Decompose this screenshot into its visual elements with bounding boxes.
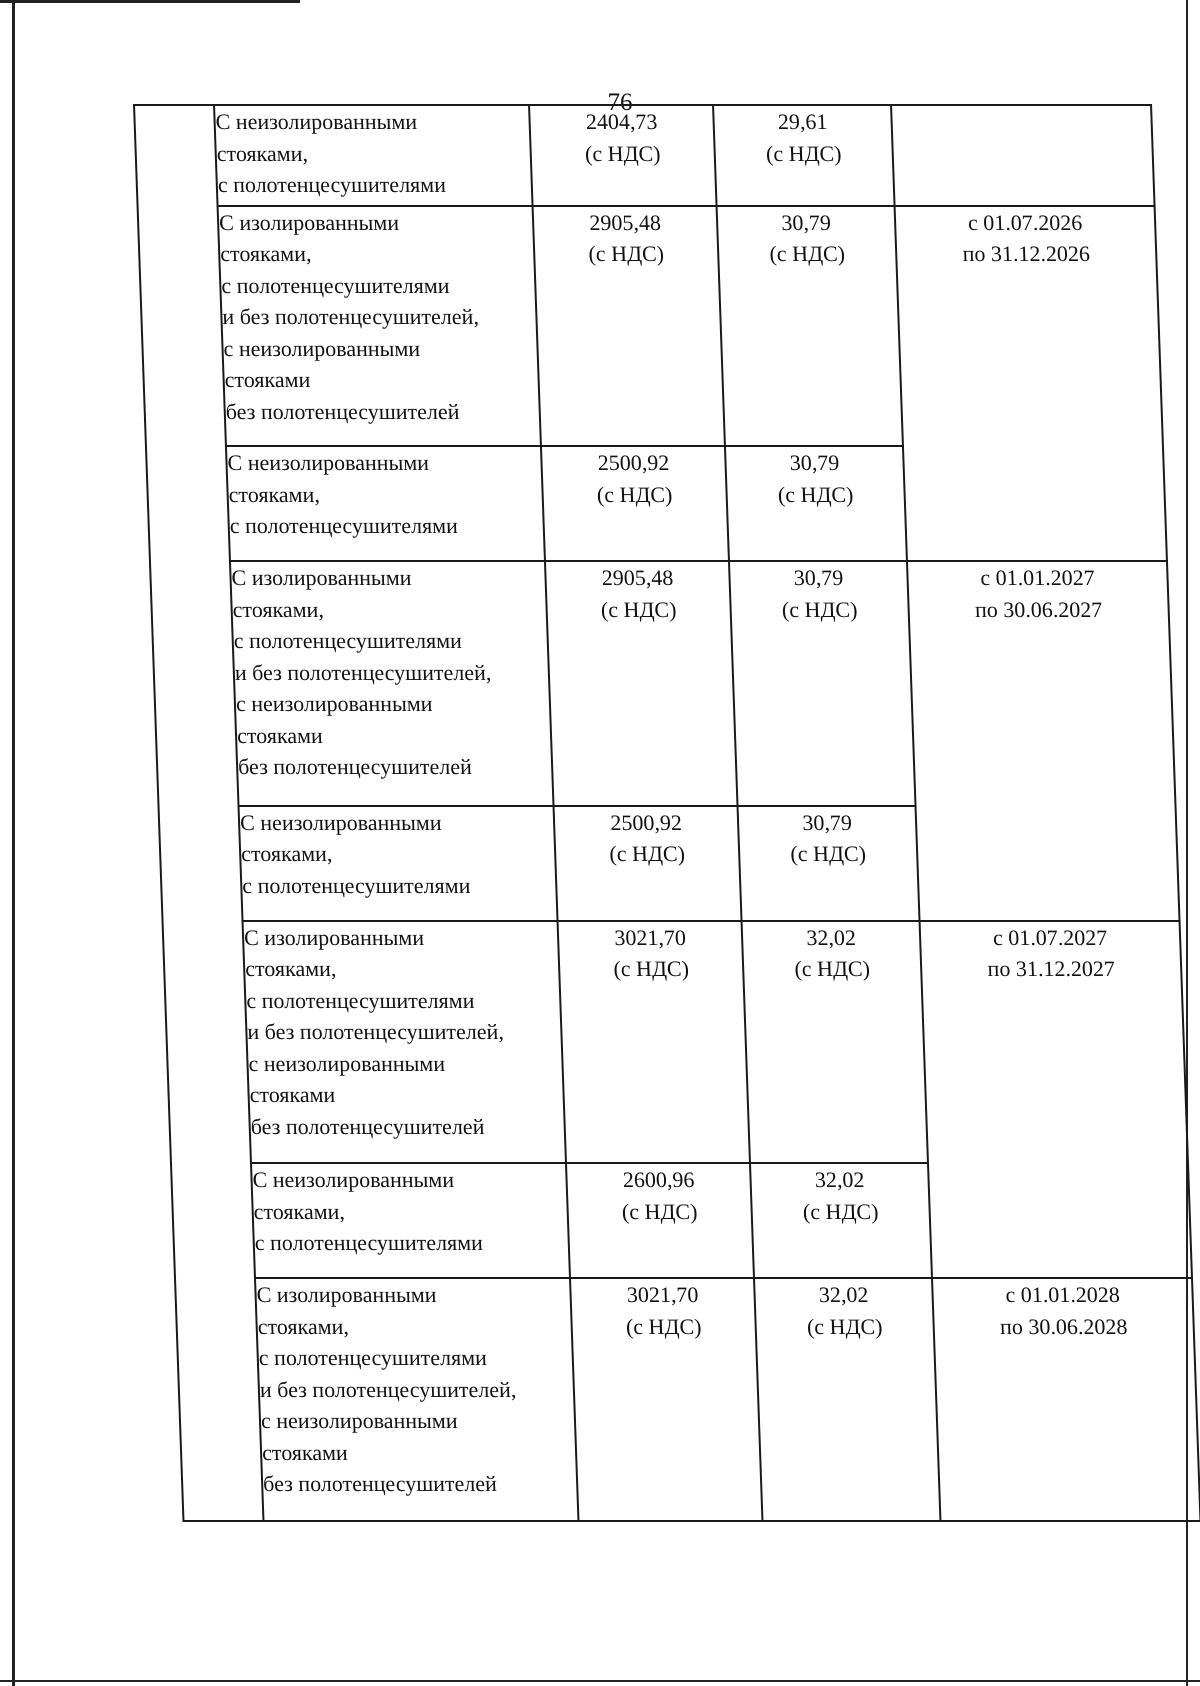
description-line: с полотенцесушителями	[233, 628, 463, 654]
norm-value-cell	[729, 561, 916, 806]
description-line: стояками,	[216, 140, 309, 166]
tariff-value-line: 2500,92	[597, 450, 670, 476]
table-row	[134, 105, 1155, 206]
period-line: с 01.01.2028	[1005, 1282, 1121, 1308]
description-line: без полотенцесушителей	[237, 754, 473, 780]
norm-value-line: (с НДС)	[765, 140, 842, 166]
table-row	[175, 1278, 1200, 1521]
period-line: по 30.06.2028	[999, 1313, 1128, 1339]
description-line: стояками	[261, 1439, 349, 1465]
description-line: стояками,	[228, 481, 321, 507]
description-cell	[218, 206, 541, 446]
description-cell	[251, 1163, 570, 1278]
norm-value-cell	[738, 806, 920, 921]
description-line: с неизолированными	[260, 1408, 458, 1434]
description-line: с полотенцесушителями	[229, 513, 459, 539]
period-line: с 01.01.2027	[979, 565, 1096, 591]
description-cell	[226, 446, 545, 561]
description-cell	[214, 105, 533, 206]
description-line: с полотенцесушителями	[258, 1345, 488, 1371]
table-row	[163, 921, 1188, 1164]
description-line: с полотенцесушителями	[217, 172, 447, 197]
description-line: и без полотенцесушителей,	[234, 659, 492, 685]
description-line: стояками	[236, 722, 324, 748]
norm-value-line: (с НДС)	[794, 956, 871, 982]
table-row	[150, 561, 1176, 806]
period-cell	[907, 561, 1180, 921]
description-line: с неизолированными	[235, 691, 433, 717]
tariff-value-line: (с НДС)	[613, 956, 690, 982]
description-line: стояками	[224, 367, 311, 393]
table-body	[134, 105, 1200, 1521]
tariff-value-line: (с НДС)	[584, 140, 661, 166]
tariff-table-wrapper	[133, 104, 1200, 1522]
period-line: по 31.12.2026	[962, 241, 1091, 267]
norm-value-line: (с НДС)	[806, 1313, 883, 1339]
tariff-value-line: 3021,70	[626, 1282, 699, 1308]
tariff-value-line: 2404,73	[585, 109, 658, 134]
tariff-value-line: (с НДС)	[625, 1313, 702, 1339]
page-number: 76	[607, 89, 633, 116]
tariff-value-line: (с НДС)	[600, 596, 677, 622]
description-line: С изолированными	[243, 924, 425, 950]
norm-value-cell	[717, 206, 903, 446]
norm-value-line: 32,02	[818, 1282, 869, 1308]
norm-value-line: 32,02	[805, 924, 857, 950]
tariff-value-line: (с НДС)	[588, 241, 665, 267]
norm-value-line: 30,79	[793, 565, 844, 591]
description-line: С изолированными	[231, 565, 412, 591]
period-line: с 01.07.2027	[992, 924, 1108, 950]
description-line: и без полотенцесушителей,	[259, 1376, 517, 1402]
tariff-value-cell	[529, 105, 717, 206]
description-line: стояками,	[232, 596, 325, 622]
description-line: С неизолированными	[252, 1167, 455, 1193]
tariff-table	[133, 104, 1200, 1522]
description-line: и без полотенцесушителей,	[221, 304, 480, 330]
tariff-value-line: (с НДС)	[608, 841, 686, 867]
tariff-value-line: 2500,92	[609, 809, 683, 835]
norm-value-line: (с НДС)	[802, 1198, 879, 1224]
tariff-value-cell	[554, 806, 742, 921]
norm-value-line: (с НДС)	[789, 841, 867, 867]
norm-value-cell	[713, 105, 895, 206]
description-line: стояками	[249, 1082, 336, 1108]
description-line: с полотенцесушителями	[245, 987, 475, 1013]
description-line: и без полотенцесушителей,	[246, 1019, 505, 1045]
description-cell	[230, 561, 554, 806]
scan-frame-left	[12, 0, 15, 1686]
norm-value-cell	[750, 1163, 932, 1278]
tariff-value-line: 2905,48	[588, 209, 662, 235]
description-line: С изолированными	[256, 1282, 437, 1308]
description-line: С неизолированными	[227, 450, 430, 476]
description-line: стояками,	[244, 956, 337, 982]
norm-value-line: (с НДС)	[769, 241, 846, 267]
tariff-value-cell	[533, 206, 725, 446]
description-cell	[243, 921, 566, 1164]
tariff-value-line: 2600,96	[622, 1167, 695, 1193]
description-line: с полотенцесушителями	[254, 1230, 484, 1256]
tariff-value-cell	[545, 561, 738, 806]
description-line: без полотенцесушителей	[250, 1113, 485, 1139]
description-line: без полотенцесушителей	[262, 1471, 498, 1497]
description-line: с неизолированными	[223, 335, 421, 361]
period-cell	[932, 1278, 1200, 1521]
table-row	[138, 206, 1163, 446]
description-line: стояками,	[219, 241, 312, 267]
description-line: с полотенцесушителями	[220, 272, 450, 298]
description-line: стояками,	[257, 1313, 350, 1339]
description-line: С неизолированными	[215, 109, 418, 134]
tariff-value-cell	[541, 446, 729, 561]
description-line: с полотенцесушителями	[241, 872, 471, 898]
tariff-value-line: (с НДС)	[621, 1198, 698, 1224]
period-cell	[891, 105, 1155, 206]
norm-value-line: 32,02	[814, 1167, 865, 1193]
scan-frame-top	[0, 0, 300, 3]
norm-value-line: 30,79	[801, 809, 853, 835]
description-line: без полотенцесушителей	[225, 398, 460, 424]
description-line: с неизолированными	[248, 1050, 446, 1076]
description-line: С неизолированными	[239, 809, 442, 835]
scan-frame-bottom	[0, 1680, 1200, 1682]
norm-value-line: (с НДС)	[781, 596, 858, 622]
tariff-value-cell	[558, 921, 750, 1164]
norm-value-cell	[754, 1278, 940, 1521]
tariff-value-cell	[570, 1278, 762, 1521]
period-cell	[895, 206, 1167, 562]
norm-value-cell	[725, 446, 907, 561]
norm-value-line: 30,79	[789, 450, 840, 476]
norm-value-line: (с НДС)	[777, 481, 854, 507]
tariff-value-line: 3021,70	[613, 924, 687, 950]
description-line: С изолированными	[218, 209, 400, 235]
period-line: по 31.12.2027	[987, 956, 1116, 982]
period-line: по 30.06.2027	[974, 596, 1103, 622]
description-line: стояками,	[253, 1198, 346, 1224]
description-cell	[255, 1278, 578, 1521]
tariff-value-line: 2905,48	[601, 565, 674, 591]
norm-value-line: 30,79	[780, 209, 832, 235]
period-line: с 01.07.2026	[967, 209, 1083, 235]
period-cell	[920, 921, 1192, 1279]
tariff-value-cell	[566, 1163, 754, 1278]
description-cell	[239, 806, 558, 921]
norm-value-line: 29,61	[777, 109, 828, 134]
norm-value-cell	[742, 921, 928, 1164]
tariff-value-line: (с НДС)	[596, 481, 673, 507]
description-line: стояками,	[240, 841, 333, 867]
